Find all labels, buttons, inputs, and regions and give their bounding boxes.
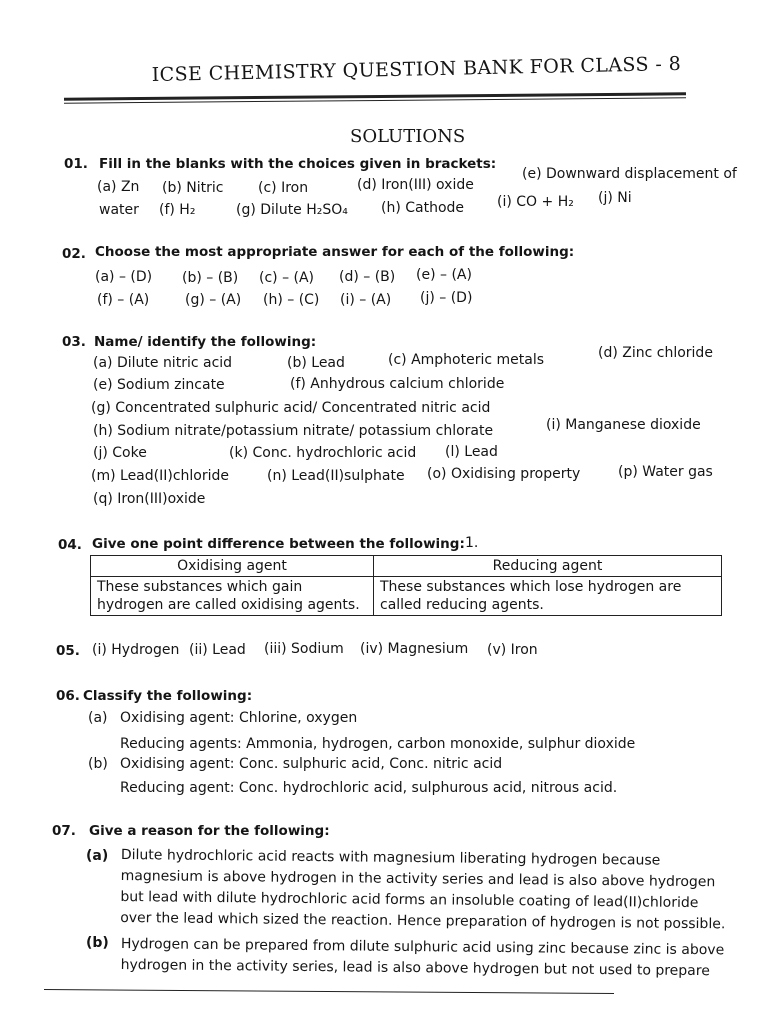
q07-b-line: hydrogen in the activity series, lead is also above hydrogen but not used to prepare bbox=[120, 956, 710, 980]
table-cell-line: hydrogen are called oxidising agents. bbox=[97, 597, 360, 613]
q07-a-line: Dilute hydrochloric acid reacts with magnesium liberating hydrogen because bbox=[120, 846, 661, 869]
table-header-oxidising: Oxidising agent bbox=[91, 556, 374, 577]
q07-a-label: (a) bbox=[86, 848, 109, 864]
q05-answer-iii: (iii) Sodium bbox=[264, 641, 344, 657]
q02-answer-h: (h) – (C) bbox=[263, 292, 320, 308]
q03-answer-o: (o) Oxidising property bbox=[427, 466, 581, 482]
table-cell-line: These substances which lose hydrogen are bbox=[380, 579, 682, 595]
q06-number: 06. bbox=[56, 688, 80, 704]
q06-b-label: (b) bbox=[88, 756, 108, 772]
q03-answer-g: (g) Concentrated sulphuric acid/ Concentrated nitric acid bbox=[91, 400, 491, 416]
q01-title: Fill in the blanks with the choices given in brackets: bbox=[99, 156, 497, 172]
q03-answer-j: (j) Coke bbox=[93, 445, 147, 461]
q02-answer-b: (b) – (B) bbox=[182, 270, 239, 286]
q03-answer-e: (e) Sodium zincate bbox=[93, 377, 225, 393]
q01-answer-f: (f) H₂ bbox=[159, 202, 196, 218]
q01-answer-i: (i) CO + H₂ bbox=[497, 194, 574, 210]
q06-a-line-1: Oxidising agent: Chlorine, oxygen bbox=[120, 710, 358, 726]
q06-title: Classify the following: bbox=[83, 688, 253, 704]
solutions-title: SOLUTIONS bbox=[350, 126, 466, 147]
q03-number: 03. bbox=[62, 334, 86, 350]
q05-answer-iv: (iv) Magnesium bbox=[360, 641, 469, 657]
q02-answer-g: (g) – (A) bbox=[185, 292, 242, 308]
table-cell-oxidising bbox=[91, 577, 374, 616]
q01-answer-j: (j) Ni bbox=[598, 190, 632, 206]
q01-answer-h: (h) Cathode bbox=[381, 200, 465, 216]
q05-answer-ii: (ii) Lead bbox=[189, 642, 246, 658]
q07-b-line: Hydrogen can be prepared from dilute sulphuric acid using zinc because zinc is above bbox=[120, 935, 725, 959]
q04-title: Give one point difference between the following: bbox=[92, 536, 465, 552]
q03-title: Name/ identify the following: bbox=[94, 334, 317, 350]
q06-b-line-2: Reducing agent: Conc. hydrochloric acid, sulphurous acid, nitrous acid. bbox=[120, 780, 618, 796]
q03-answer-p: (p) Water gas bbox=[618, 464, 713, 480]
q01-answer-e: (e) Downward displacement of bbox=[522, 166, 737, 182]
q03-answer-a: (a) Dilute nitric acid bbox=[93, 355, 233, 371]
q04-number: 04. bbox=[58, 537, 82, 553]
q01-answer-a: (a) Zn bbox=[97, 179, 140, 195]
q07-title: Give a reason for the following: bbox=[89, 823, 330, 839]
q01-answer-c: (c) Iron bbox=[258, 180, 309, 196]
q06-b-line-1: Oxidising agent: Conc. sulphuric acid, Conc. nitric acid bbox=[120, 756, 503, 772]
q06-a-line-2: Reducing agents: Ammonia, hydrogen, carbon monoxide, sulphur dioxide bbox=[120, 736, 636, 752]
q01-answer-b: (b) Nitric bbox=[162, 180, 224, 196]
q03-answer-q: (q) Iron(III)oxide bbox=[93, 491, 206, 507]
table-header-row bbox=[91, 556, 722, 577]
table-cell-reducing bbox=[374, 577, 722, 616]
q07-a-line: over the lead which sized the reaction. Hence preparation of hydrogen is not possible. bbox=[120, 909, 726, 933]
q07-b-paragraph bbox=[121, 934, 725, 982]
q02-answer-i: (i) – (A) bbox=[340, 292, 392, 308]
q07-number: 07. bbox=[52, 823, 76, 839]
q03-answer-f: (f) Anhydrous calcium chloride bbox=[290, 376, 505, 392]
q02-answer-a: (a) – (D) bbox=[95, 269, 153, 285]
q06-a-label: (a) bbox=[88, 710, 108, 726]
q03-answer-l: (l) Lead bbox=[445, 444, 498, 460]
q05-number: 05. bbox=[56, 643, 80, 659]
q03-answer-n: (n) Lead(II)sulphate bbox=[267, 468, 405, 484]
q03-answer-k: (k) Conc. hydrochloric acid bbox=[229, 445, 417, 461]
q07-a-paragraph bbox=[120, 845, 726, 935]
q03-answer-d: (d) Zinc chloride bbox=[598, 345, 713, 361]
q04-sub-number: 1. bbox=[465, 535, 479, 551]
q07-a-line: magnesium is above hydrogen in the activity series and lead is also above hydrogen bbox=[120, 867, 716, 891]
q02-answer-j: (j) – (D) bbox=[420, 290, 473, 306]
q02-answer-e: (e) – (A) bbox=[416, 267, 472, 283]
q01-answer-e-cont: water bbox=[99, 202, 139, 218]
q05-answer-v: (v) Iron bbox=[487, 642, 538, 658]
q03-answer-b: (b) Lead bbox=[287, 355, 345, 371]
q02-answer-c: (c) – (A) bbox=[259, 270, 315, 286]
q02-answer-d: (d) – (B) bbox=[339, 269, 396, 285]
q02-number: 02. bbox=[62, 246, 86, 262]
q03-answer-m: (m) Lead(II)chloride bbox=[91, 468, 229, 484]
q07-b-label: (b) bbox=[86, 935, 109, 951]
q02-answer-f: (f) – (A) bbox=[97, 292, 150, 308]
q03-answer-h: (h) Sodium nitrate/potassium nitrate/ potassium chlorate bbox=[93, 423, 494, 439]
table-header-reducing: Reducing agent bbox=[374, 556, 722, 577]
page-header-title: ICSE CHEMISTRY QUESTION BANK FOR CLASS - 8 bbox=[151, 52, 682, 86]
difference-table bbox=[90, 555, 722, 616]
footer-rule bbox=[44, 989, 614, 994]
q02-title: Choose the most appropriate answer for each of the following: bbox=[95, 244, 575, 260]
q03-answer-i: (i) Manganese dioxide bbox=[546, 417, 701, 433]
q01-answer-g: (g) Dilute H₂SO₄ bbox=[236, 202, 348, 218]
table-cell-line: These substances which gain bbox=[97, 579, 303, 595]
table-row bbox=[91, 577, 722, 616]
q07-a-line: but lead with dilute hydrochloric acid forms an insoluble coating of lead(II)chloride bbox=[120, 888, 699, 912]
q03-answer-c: (c) Amphoteric metals bbox=[388, 352, 545, 368]
q05-answer-i: (i) Hydrogen bbox=[92, 642, 180, 658]
q01-number: 01. bbox=[64, 156, 88, 172]
table-cell-line: called reducing agents. bbox=[380, 597, 544, 613]
q01-answer-d: (d) Iron(III) oxide bbox=[357, 177, 474, 193]
